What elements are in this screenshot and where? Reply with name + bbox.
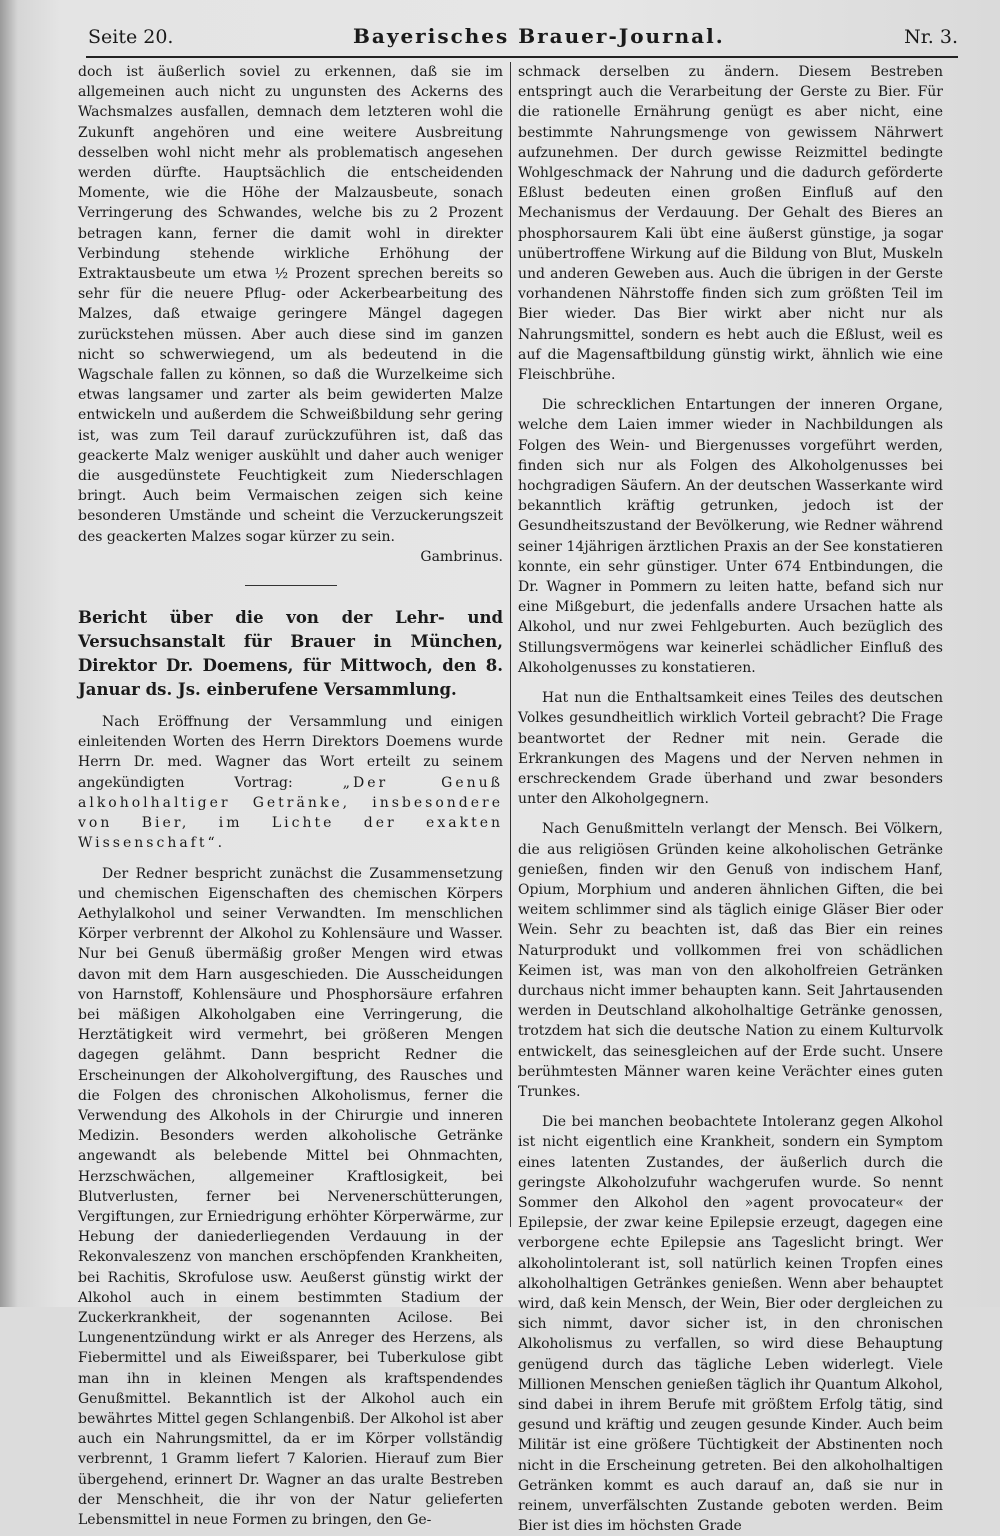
article-continuation: doch ist äußerlich soviel zu erkennen, daß sie im allgemeinen auch nicht zu ungunsten des Ackerns des Wachsmalzes ausfallen, demnach dem letzteren wohl die Zukunft angehören und eine weitere Ausbreitung desselben wohl nicht mehr als problematisch angesehen werden dürfte. Hauptsächlich die entscheidenden Momente, wie die Höhe der Malzausbeute, sonach Verringerung des Schwandes, welche bis zu 2 Prozent betragen kann, ferner die damit wohl in direkter Verbindung stehende wirkliche Erhöhung der Extraktausbeute um etwa ½ Prozent sprechen bereits so sehr für die neuere Pflug- oder Ackerbearbeitung des Malzes, daß etwaige geringere Mängel dagegen zurückstehen müssen. Aber auch diese sind im ganzen nicht so schwerwiegend, um als bedeutend in die Wagschale fallen zu können, so daß die Wurzelkeime sich etwas langsamer und zarter als beim gewiderten Malze entwickeln und außerdem die Schweißbildung sehr gering ist, was zum Teil darauf zurückzuführen ist, daß das geackerte Malz weniger auskühlt und daher auch weniger die ausgedünstete Feuchtigkeit zum Niederschlagen bringt. Auch beim Vermaischen zeigen sich keine besonderen Umstände und scheint die Verzuckerungszeit des geackerten Malzes sogar kürzer zu sein. [78,64,503,545]
issue-number: Nr. 3. [904,26,958,48]
page-number: Seite 20. [88,26,174,48]
page-header [88,24,958,56]
section-divider [245,585,337,586]
journal-title: Bayerisches Brauer-Journal. [352,24,725,48]
report-body-paragraph: Die bei manchen beobachtete Intoleranz gegen Alkohol ist nicht eigentlich eine Krankheit, sondern ein Symptom eines latenten Zustandes, der äußerlich durch die geringste Alkoholzufuhr wachgerufen wurde. So nennt Sommer den Alkohol den »agent provocateur« der Epilepsie, der zwar keine Epilepsie erzeugt, dagegen eine verborgene echte Epilepsie ans Tageslicht bringt. Wer alkoholintolerant ist, soll natürlich keinen Tropfen eines alkoholhaltigen Getränkes genießen. Wenn aber behauptet wird, daß kein Mensch, der Wein, Bier oder dergleichen zu sich nimmt, davor sicher ist, in den chronischen Alkoholismus zu verfallen, so wird diese Behauptung genügend durch das tägliche Leben widerlegt. Viele Millionen Menschen genießen täglich ihr Quantum Alkohol, sind dabei in ihrem Berufe mit größtem Erfolg tätig, sind gesund und kräftig und zeugen gesunde Kinder. Auch beim Militär ist eine größere Tüchtigkeit der Abstinenten noch nicht in die Erscheinung getreten. Bei den alkoholhaltigen Getränken kommt es auch darauf an, daß sie nur in reinem, unverfälschten Zustande geboten werden. Beim Bier ist dies im höchsten Grade [518,1114,943,1535]
report-body-paragraph: Hat nun die Enthaltsamkeit eines Teiles des deutschen Volkes gesundheitlich wirklich Vorteil gebracht? Die Frage beantwortet der Redner mit nein. Gerade die Erkrankungen des Magens und der Nerven nehmen in erschreckendem Grade überhand und zwar besonders unter den Alkoholgegnern. [518,690,943,808]
report-heading: Bericht über die von der Lehr- und Versuchsanstalt für Brauer in München, Direktor Dr. Doemens, für Mittwoch, den 8. Januar ds. Js. einberufene Versammlung. [78,608,503,700]
report-intro-text: Nach Eröffnung der Versammlung und einigen einleitenden Worten des Herrn Direktors Doemens wurde Herrn Dr. med. Wagner das Wort erteilt zu seinem angekündigten Vortrag: [78,714,503,791]
right-column [518,62,943,1535]
page-spine-shadow [0,0,18,1307]
lecture-title: „Der Genuß alkoholhaltiger Getränke, insbesondere von Bier, im Lichte der exakten Wissenschaft“. [78,774,504,852]
header-rule [86,56,958,58]
report-body-paragraph: Die schrecklichen Entartungen der inneren Organe, welche dem Laien immer wieder in Nachbildungen als Folgen des Wein- und Biergenusses vorgeführt werden, finden sich nur als Folgen des Alkoholgenusses bei hochgradigen Säufern. An der deutschen Wasserkante wird bekanntlich kräftig getrunken, jedoch ist der Gesundheitszustand der Bevölkerung, wie Redner während seiner 14jährigen ärztlichen Praxis an der See konstatieren konnte, ein sehr günstiger. Unter 674 Entbindungen, die Dr. Wagner in Pommern zu leiten hatte, befand sich nur eine Mißgeburt, die jedenfalls andere Ursachen hatte als Alkohol, und nur zwei Fehlgeburten. Auch bezüglich des Stillungsvermögens war keinerlei schädlicher Einfluß des Alkoholgenusses zu konstatieren. [518,397,943,676]
report-intro [78,712,503,853]
report-body-paragraph: schmack derselben zu ändern. Diesem Bestreben entspringt auch die Verarbeitung der Gerste zu Bier. Für die rationelle Ernährung genügt es aber nicht, eine bestimmte Nahrungsmenge von gewissem Nährwert aufzunehmen. Der durch gewisse Reizmittel bedingte Wohlgeschmack der Nahrung und die dadurch geförderte Eßlust bedeuten einen großen Einfluß auf den Mechanismus der Verdauung. Der Gehalt des Bieres an phosphorsaurem Kali übt eine äußerst günstige, ja sogar unübertroffene Wirkung auf die Bildung von Blut, Muskeln und anderen Geweben aus. Auch die übrigen in der Gerste vorhandenen Nährstoffe finden sich zum größten Teil im Bier wieder. Das Bier wirkt aber nicht nur als Nahrungsmittel, sondern es hebt auch die Eßlust, weil es auf die Magensaftbildung günstig wirkt, ähnlich wie eine Fleischbrühe. [518,64,943,384]
report-body-paragraph: Der Redner bespricht zunächst die Zusammensetzung und chemischen Eigenschaften des chemischen Körpers Aethylalkohol und seiner Verwandten. Im menschlichen Körper verbrennt der Alkohol zu Kohlensäure und Wasser. Nur bei Genuß übermäßig großer Mengen wird etwas davon mit dem Harn ausgeschieden. Die Ausscheidungen von Harnstoff, Kohlensäure und Phosphorsäure erfahren bei mäßigen Alkoholgaben eine Verringerung, die Herztätigkeit wird vermehrt, bei größeren Mengen dagegen gelähmt. Dann bespricht Redner die Erscheinungen der Alkoholvergiftung, des Rausches und die Folgen des chronischen Alkoholismus, ferner die Verwendung des Alkohols in der Chirurgie und inneren Medizin. Besonders werden alkoholische Getränke angewandt als belebende Mittel bei Ohnmachten, Herzschwächen, allgemeiner Kraftlosigkeit, bei Blutverlusten, ferner bei Nervenerschütterungen, Vergiftungen, zur Erniedrigung erhöhter Körperwärme, zur Hebung der daniederliegenden Verdauung in der Rekonvaleszenz von manchen erschöpfenden Krankheiten, bei Rachitis, Skrofulose usw. Aeußerst günstig wirkt der Alkohol auch in einem bestimmten Stadium der Zuckerkrankheit, der sogenannten Acilose. Bei Lungenentzündung wirkt er als Anreger des Herzens, als Fiebermittel und als Eiweißsparer, bei Tuberkulose gibt man ihn in kleinen Mengen als kraftspendendes Genußmittel. Bekanntlich ist der Alkohol auch ein bewährtes Mittel gegen Schlangenbiß. Der Alkohol ist aber auch ein Nahrungsmittel, da er im Körper vollständig verbrennt, 1 Gramm liefert 7 Kalorien. Hierauf zum Bier übergehend, erinnert Dr. Wagner an das uralte Bestreben der Menschheit, die ihr von der Natur gelieferten Lebensmittel in neue Formen zu bringen, den Ge- [78,865,503,1528]
column-separator [510,62,511,1227]
author-signature: Gambrinus. [420,548,503,565]
report-body-paragraph: Nach Genußmitteln verlangt der Mensch. Bei Völkern, die aus religiösen Gründen keine alkoholischen Getränke genießen, finden wir den Genuß von indischem Hanf, Opium, Morphium und anderen ähnlichen Giften, die bei weitem schlimmer sind als täglich einige Gläser Bier oder Wein. Sehr zu beachten ist, daß das Bier ein reines Naturprodukt und vollkommen frei von schädlichen Keimen ist, was man von den alkoholfreien Getränken durchaus nicht immer behaupten kann. Seit Jahrtausenden werden in Deutschland alkoholhaltige Getränke genossen, trotzdem hat sich die deutsche Nation zu einem Kulturvolk entwickelt, das seinesgleichen auf der Erde sucht. Unsere berühmtesten Männer waren keine Verächter eines guten Trunkes. [518,821,943,1100]
left-column [78,62,504,1528]
